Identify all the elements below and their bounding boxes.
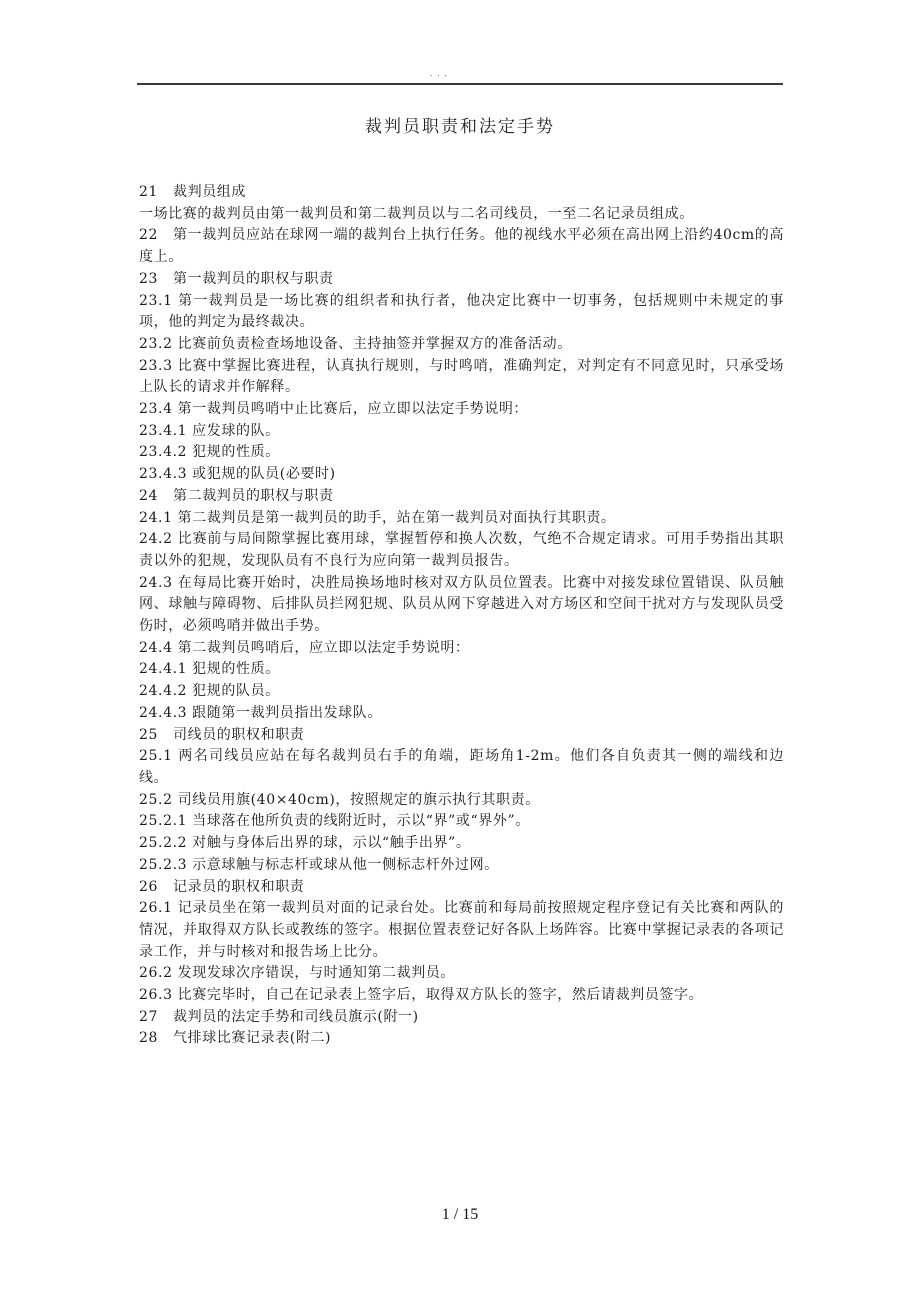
paragraph: 26.2 发现发球次序错误，与时通知第二裁判员。 <box>139 965 456 982</box>
paragraph: 一场比赛的裁判员由第一裁判员和第二裁判员以与二名司线员，一至二名记录员组成。 <box>139 205 694 222</box>
paragraph: 23.4.1 应发球的队。 <box>139 422 280 439</box>
paragraph: 24.4.3 跟随第一裁判员指出发球队。 <box>139 704 382 721</box>
section-heading-text: 气排球比赛记录表(附二) <box>173 1030 332 1047</box>
paragraph: 24.2 比赛前与局间隙掌握比赛用球，掌握暂停和换人次数，气绝不合规定请求。可用手势指出其职责以外的犯规，发现队员有不良行为应向第一裁判员报告。 <box>139 531 784 569</box>
section-number: 27 <box>139 1008 159 1025</box>
section-heading <box>139 486 784 508</box>
section-heading <box>139 182 784 204</box>
paragraph: 24.3 在每局比赛开始时，决胜局换场地时核对双方队员位置表。比赛中对接发球位置错误、队员触网、球触与障碍物、后排队员拦网犯规、队员从网下穿越进入对方场区和空间干扰对方与发现队员受伤时，必须鸣哨并做出手势。 <box>139 574 784 635</box>
paragraph: 23.4.2 犯规的性质。 <box>139 444 280 461</box>
section-heading-text: 第一裁判员应站在球网一端的裁判台上执行任务。他的视线水平必须在高出网上沿约40cm的高度上。 <box>139 227 784 266</box>
paragraph: 23.2 比赛前负责检查场地设备、主持抽签并掌握双方的准备活动。 <box>139 335 572 352</box>
section-heading-text: 裁判员组成 <box>173 184 246 200</box>
section-heading-text: 第一裁判员的职权与职责 <box>173 270 334 287</box>
paragraph: 25.1 两名司线员应站在每名裁判员右手的角端，距场角1-2m。他们各自负责其一侧的端线和边线。 <box>139 748 784 786</box>
paragraph: 24.1 第二裁判员是第一裁判员的助手，站在第一裁判员对面执行其职责。 <box>139 509 616 526</box>
section-heading-text: 裁判员的法定手势和司线员旗示(附一) <box>173 1008 419 1025</box>
section-heading <box>139 269 784 291</box>
section-heading-text: 记录员的职权和职责 <box>173 878 305 895</box>
paragraph: 23.1 第一裁判员是一场比赛的组织者和执行者，他决定比赛中一切事务，包括规则中未规定的事项，他的判定为最终裁决。 <box>139 292 784 331</box>
section-number: 26 <box>139 878 159 895</box>
section-number: 23 <box>139 270 159 287</box>
document-title: 裁判员职责和法定手势 <box>365 117 555 137</box>
paragraph: 24.4 第二裁判员鸣哨后，应立即以法定手势说明： <box>139 639 470 656</box>
paragraph: 25.2.1 当球落在他所负责的线附近时，示以“界”或“界外”。 <box>139 813 530 830</box>
paragraph: 24.4.2 犯规的队员。 <box>139 683 280 700</box>
paragraph: 25.2.2 对触与身体后出界的球，示以“触手出界”。 <box>139 835 471 852</box>
paragraph: 26.3 比赛完毕时，自己在记录表上签字后，取得双方队长的签字，然后请裁判员签字。 <box>139 987 704 1004</box>
section-heading <box>139 1007 784 1029</box>
header-divider <box>137 83 783 85</box>
paragraph: 24.4.1 犯规的性质。 <box>139 661 280 678</box>
section-number: 28 <box>139 1030 159 1047</box>
paragraph: 23.4 第一裁判员鸣哨中止比赛后，应立即以法定手势说明： <box>139 401 529 418</box>
section-number: 25 <box>139 726 159 743</box>
section-number: 21 <box>139 184 159 200</box>
paragraph: 23.4.3 或犯规的队员(必要时) <box>139 466 336 483</box>
section-heading <box>139 725 784 747</box>
paragraph: 26.1 记录员坐在第一裁判员对面的记录台处。比赛前和每局前按照规定程序登记有关比赛和两队的情况，并取得双方队长或教练的签字。根据位置表登记好各队上场阵容。比赛中掌握记录表的各项记录工作，并与时核对和报告场上比分。 <box>139 900 784 960</box>
section-heading <box>139 1028 784 1050</box>
section-heading-text: 第二裁判员的职权与职责 <box>173 487 334 504</box>
section-heading <box>139 225 784 268</box>
section-heading-text: 司线员的职权和职责 <box>173 726 305 743</box>
paragraph: 25.2.3 示意球触与标志杆或球从他一侧标志杆外过网。 <box>139 856 499 873</box>
section-heading <box>139 877 784 899</box>
page-number: 1 / 15 <box>441 1206 479 1223</box>
paragraph: 25.2 司线员用旗(40×40cm)，按照规定的旗示执行其职责。 <box>139 791 540 808</box>
header-marks: . . . <box>430 69 448 78</box>
section-number: 24 <box>139 487 159 504</box>
section-number: 22 <box>139 227 159 244</box>
document-body <box>139 182 784 1050</box>
paragraph: 23.3 比赛中掌握比赛进程，认真执行规则，与时鸣哨，准确判定，对判定有不同意见时，只承受场上队长的请求并作解释。 <box>139 357 784 396</box>
